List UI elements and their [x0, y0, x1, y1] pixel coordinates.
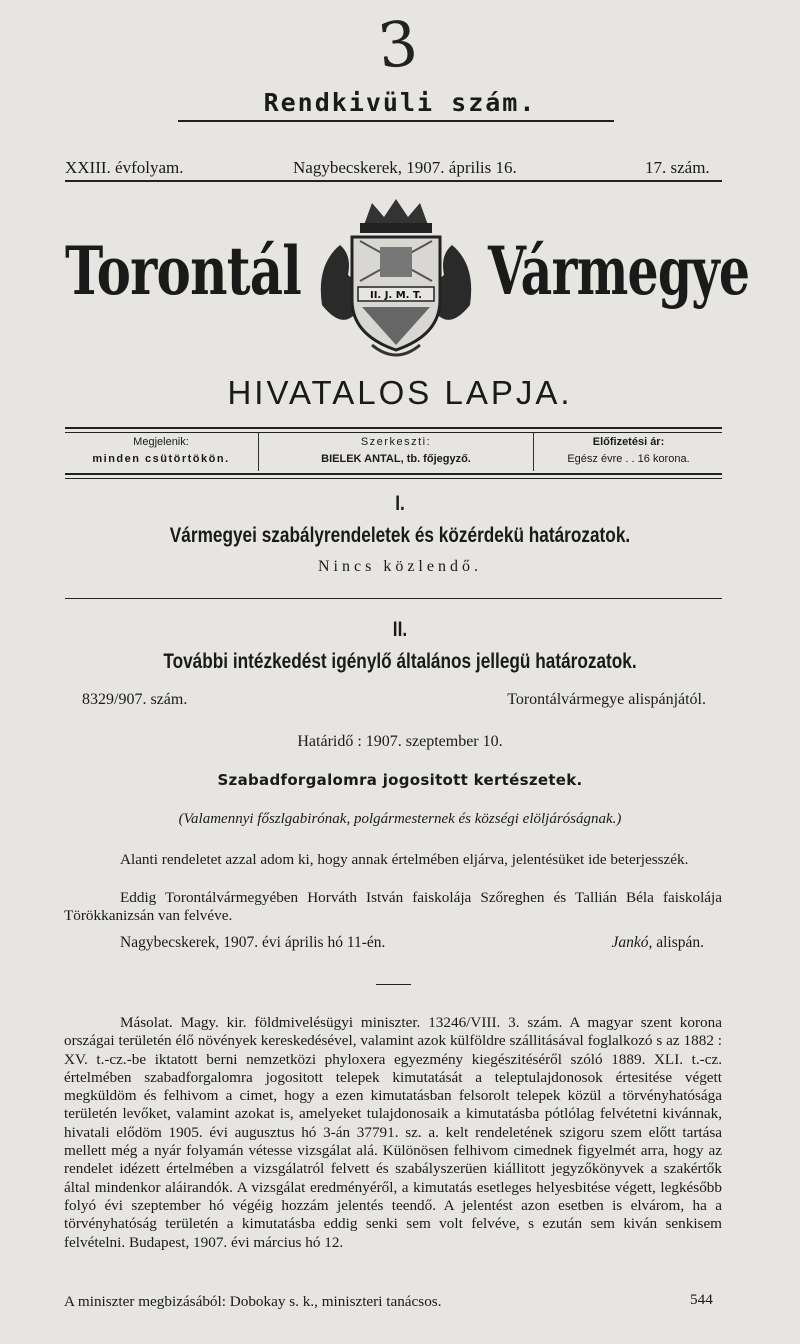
issue-number: 17. szám. — [645, 158, 710, 177]
info-rule-bottom — [65, 473, 722, 475]
signature — [611, 934, 704, 952]
info-price-label: Előfizetési ár: — [592, 436, 665, 448]
reference-row — [82, 691, 706, 709]
deadline: Határidő : 1907. szeptember 10. — [297, 733, 503, 750]
info-publication — [65, 434, 257, 468]
coat-of-arms-icon — [312, 195, 480, 367]
paragraph-3: Másolat. Magy. kir. földmivelésügyi miniszter. 13246/VIII. 3. szám. A magyar szent korona országai területén élő növények kereskedésével, valamint azok külföldre szállitásával foglalkozó s az 1882 : XV. t.-cz.-be iktatott berni nemzetközi phyloxera egyezmény kiegészitéséről szóló 1889. XLI. t.-cz. értelmében szabadforgalomra jogositott telepek kimutatását a teleptulajdonosok értesitése végett megküldöm és felhivom a cimet, hogy a ezen kimutatásban felsorolt telepek közül a törvényhatósága területén levőket, valamint azokat is, amelyeket tulajdonosaik a kimutatásba pótlólag felvétetni kivánnak, hivatali elődöm 1905. évi augusztus hó 3-án 37791. sz. a. kelt rendeletének szigoru szem előtt tartása mellett még a nyár folyamán vétesse vizsgálat alá. Különösen felhivom cimednek figyelmét arra, hogy az rendelet idézett értelmében a vizsgálatról felvett és szabályszerüen kiállitott jegyzőkönyvek a szakértők által mindenkor aláirandók. A vizsgálat eredményéről, a kimutatás esetleges helyesbitése végett, legkésőbb folyó évi szeptember hó végéig hozzám jelentés teendő. A jelentést azon esetben is elvárom, ha a törvényhatóság területén a kimutatásba eddig senki sem volt felvéve, s ezután sem kiván senkisem felvételni. Budapest, 1907. évi március hó 12. — [64, 1014, 722, 1251]
masthead-left: Torontál — [65, 232, 302, 310]
handwritten-number: 3 — [374, 6, 422, 83]
info-rule-bottom-2 — [65, 478, 722, 479]
section-2-number: II. — [392, 618, 408, 641]
section-divider — [65, 598, 722, 599]
reference-issuer: Torontálvármegye alispánjától. — [507, 691, 706, 708]
volume: XXIII. évfolyam. — [65, 158, 184, 177]
crest-text: II. J. M. T. — [369, 290, 423, 301]
addressees: (Valamennyi főszlgabirónak, polgármesternek és községi elöljáróságnak.) — [178, 811, 622, 827]
info-price-value: Egész évre . . 16 korona. — [567, 453, 690, 465]
page-number: 544 — [690, 1291, 713, 1308]
info-publication-label: Megjelenik: — [133, 436, 189, 448]
info-publication-value: minden csütörtökön. — [92, 453, 230, 465]
subtitle: HIVATALOS LAPJA. — [227, 374, 573, 411]
paragraph-2: Eddig Torontálvármegyében Horváth István faiskolája Szőreghen és Tallián Béla faiskolája Törökkanizsán van felvéve. — [64, 889, 722, 925]
closing-line: A miniszter megbizásából: Dobokay s. k., miniszteri tanácsos. — [64, 1293, 442, 1310]
signature-row — [120, 934, 704, 952]
special-issue-title: Rendkivüli szám. — [263, 88, 537, 117]
info-editor-value: BIELEK ANTAL, tb. főjegyző. — [321, 453, 471, 465]
subject-heading: Szabadforgalomra jogositott kertészetek. — [217, 771, 583, 789]
signature-title: alispán. — [656, 934, 704, 951]
signature-name: Jankó, — [611, 934, 653, 951]
section-1-note: Nincs közlendő. — [318, 558, 482, 575]
signature-place-date: Nagybecskerek, 1907. évi április hó 11-én. — [120, 934, 386, 951]
section-1-title: Vármegyei szabályrendeletek és közérdekü határozatok. — [169, 524, 631, 547]
short-divider — [376, 984, 411, 985]
meta-rule — [65, 180, 722, 182]
info-rule-top-2 — [65, 432, 722, 433]
paragraph-1: Alanti rendeletet azzal adom ki, hogy annak értelmében eljárva, jelentésüket ide beterjesszék. — [120, 851, 689, 868]
section-2-title: További intézkedést igénylő általános jellegü határozatok. — [163, 650, 637, 673]
section-1-number: I. — [395, 492, 405, 515]
masthead-right: Vármegye — [488, 232, 750, 310]
reference-number: 8329/907. szám. — [82, 691, 188, 708]
info-separator-1 — [258, 433, 259, 471]
info-editor-label: Szerkeszti: — [360, 436, 432, 448]
info-editor — [260, 434, 532, 468]
place-date: Nagybecskerek, 1907. április 16. — [293, 158, 517, 177]
info-price — [535, 434, 722, 468]
info-separator-2 — [533, 433, 534, 471]
top-rule — [178, 120, 614, 122]
info-rule-top — [65, 427, 722, 429]
